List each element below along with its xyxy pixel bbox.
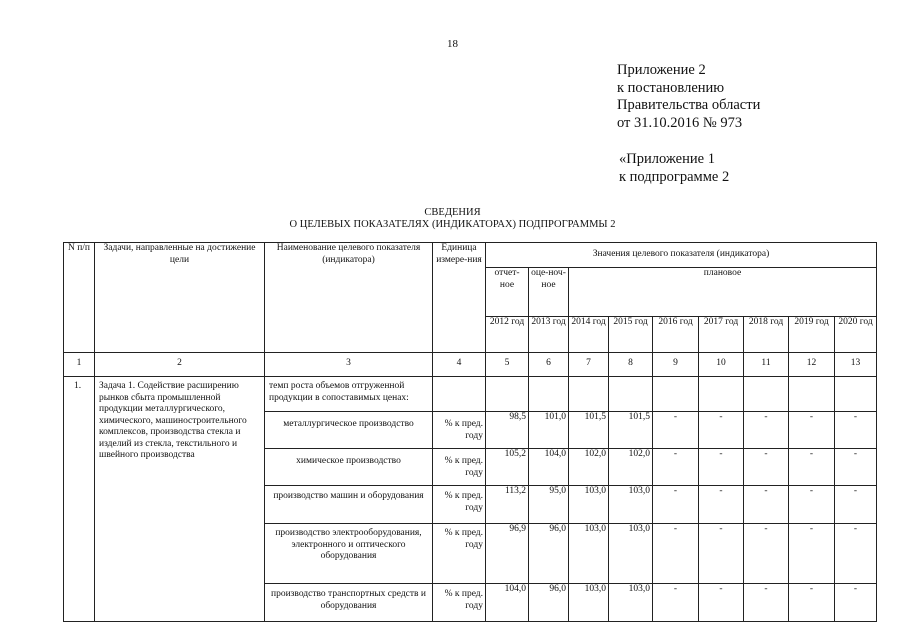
value-cell: 101,5 <box>609 412 653 449</box>
year-cell: 2015 год <box>609 317 653 353</box>
col-number: 10 <box>699 353 744 377</box>
year-cell: 2018 год <box>744 317 789 353</box>
value-cell: - <box>744 524 789 584</box>
header-planned: плановое <box>569 268 877 317</box>
year-cell: 2019 год <box>789 317 835 353</box>
col-number: 2 <box>95 353 265 377</box>
page-number: 18 <box>447 38 458 50</box>
value-cell: 96,0 <box>529 524 569 584</box>
col-number: 9 <box>653 353 699 377</box>
header-values: Значения целевого показателя (индикатора) <box>486 243 877 268</box>
value-cell: - <box>835 449 877 486</box>
task-text: Задача 1. Содействие расширению рынков сбыта промышленной продукции металлургического, химического, машиностроительного комплексов, производства стекла и изделий из стекла, текстильного и швейного производства <box>95 377 265 622</box>
value-cell: 96,9 <box>486 524 529 584</box>
value-cell: 102,0 <box>609 449 653 486</box>
value-cell: - <box>699 524 744 584</box>
appendix-quote-block <box>619 151 729 186</box>
value-cell: 113,2 <box>486 486 529 524</box>
col-number: 5 <box>486 353 529 377</box>
value-cell: 103,0 <box>569 524 609 584</box>
indicator-name: производство машин и оборудования <box>265 486 433 524</box>
value-cell: - <box>653 449 699 486</box>
value-cell: - <box>699 486 744 524</box>
value-cell: - <box>789 412 835 449</box>
col-number: 12 <box>789 353 835 377</box>
value-cell: - <box>789 524 835 584</box>
value-cell: 96,0 <box>529 584 569 622</box>
value-cell: 104,0 <box>529 449 569 486</box>
value-cell: 103,0 <box>569 584 609 622</box>
indicator-unit: % к пред. году <box>433 486 486 524</box>
task-number: 1. <box>64 377 95 622</box>
value-cell: 103,0 <box>609 524 653 584</box>
appendix-quote-line: к подпрограмме 2 <box>619 168 730 185</box>
value-cell: - <box>699 584 744 622</box>
appendix-line: к постановлению <box>617 79 725 96</box>
value-cell: - <box>789 584 835 622</box>
value-cell: - <box>744 584 789 622</box>
value-cell: 101,5 <box>569 412 609 449</box>
group-label: темп роста объемов отгруженной продукции в сопоставимых ценах: <box>265 377 433 412</box>
value-cell: - <box>653 584 699 622</box>
value-cell: - <box>653 524 699 584</box>
indicator-name: металлургическое производство <box>265 412 433 449</box>
value-cell: 101,0 <box>529 412 569 449</box>
value-cell: 104,0 <box>486 584 529 622</box>
title-line: СВЕДЕНИЯ <box>424 207 481 218</box>
col-number: 11 <box>744 353 789 377</box>
value-cell: 98,5 <box>486 412 529 449</box>
value-cell: 105,2 <box>486 449 529 486</box>
header-num: N п/п <box>64 243 95 353</box>
value-cell: - <box>699 449 744 486</box>
value-cell: - <box>835 412 877 449</box>
col-number: 13 <box>835 353 877 377</box>
value-cell: - <box>744 486 789 524</box>
indicator-name: производство транспортных средств и оборудования <box>265 584 433 622</box>
indicator-name: производство электрооборудования, электронного и оптического оборудования <box>265 524 433 584</box>
value-cell: - <box>744 449 789 486</box>
col-number: 6 <box>529 353 569 377</box>
value-cell: - <box>789 449 835 486</box>
col-number: 1 <box>64 353 95 377</box>
title-line: О ЦЕЛЕВЫХ ПОКАЗАТЕЛЯХ (ИНДИКАТОРАХ) ПОДПРОГРАММЫ 2 <box>289 219 616 230</box>
appendix-line: Правительства области <box>617 97 761 113</box>
header-indicator: Наименование целевого показателя (индикатора) <box>265 243 433 353</box>
value-cell: - <box>699 412 744 449</box>
value-cell: - <box>789 486 835 524</box>
indicator-name: химическое производство <box>265 449 433 486</box>
col-number: 8 <box>609 353 653 377</box>
appendix-quote-line: «Приложение 1 <box>619 151 715 167</box>
header-report: отчет-ное <box>486 268 529 317</box>
appendix-line: от 31.10.2016 № 973 <box>617 114 743 131</box>
value-cell: - <box>835 524 877 584</box>
value-cell: - <box>744 412 789 449</box>
col-number: 4 <box>433 353 486 377</box>
value-cell: - <box>653 412 699 449</box>
value-cell: 103,0 <box>569 486 609 524</box>
value-cell: 102,0 <box>569 449 609 486</box>
indicator-unit: % к пред. году <box>433 524 486 584</box>
value-cell: 103,0 <box>609 584 653 622</box>
appendix-line: Приложение 2 <box>617 62 706 78</box>
value-cell: - <box>835 486 877 524</box>
indicator-unit: % к пред. году <box>433 449 486 486</box>
header-unit: Единица измере-ния <box>433 243 486 353</box>
indicator-unit: % к пред. году <box>433 584 486 622</box>
col-number: 7 <box>569 353 609 377</box>
indicator-unit: % к пред. году <box>433 412 486 449</box>
year-cell: 2013 год <box>529 317 569 353</box>
appendix-block <box>617 62 760 132</box>
indicators-table <box>63 242 877 622</box>
value-cell: - <box>835 584 877 622</box>
header-tasks: Задачи, направленные на достижение цели <box>95 243 265 353</box>
document-title <box>0 207 905 231</box>
year-cell: 2012 год <box>486 317 529 353</box>
year-cell: 2014 год <box>569 317 609 353</box>
col-number: 3 <box>265 353 433 377</box>
year-cell: 2020 год <box>835 317 877 353</box>
value-cell: 95,0 <box>529 486 569 524</box>
year-cell: 2017 год <box>699 317 744 353</box>
value-cell: - <box>653 486 699 524</box>
header-estimate: оце-ноч-ное <box>529 268 569 317</box>
year-cell: 2016 год <box>653 317 699 353</box>
value-cell: 103,0 <box>609 486 653 524</box>
